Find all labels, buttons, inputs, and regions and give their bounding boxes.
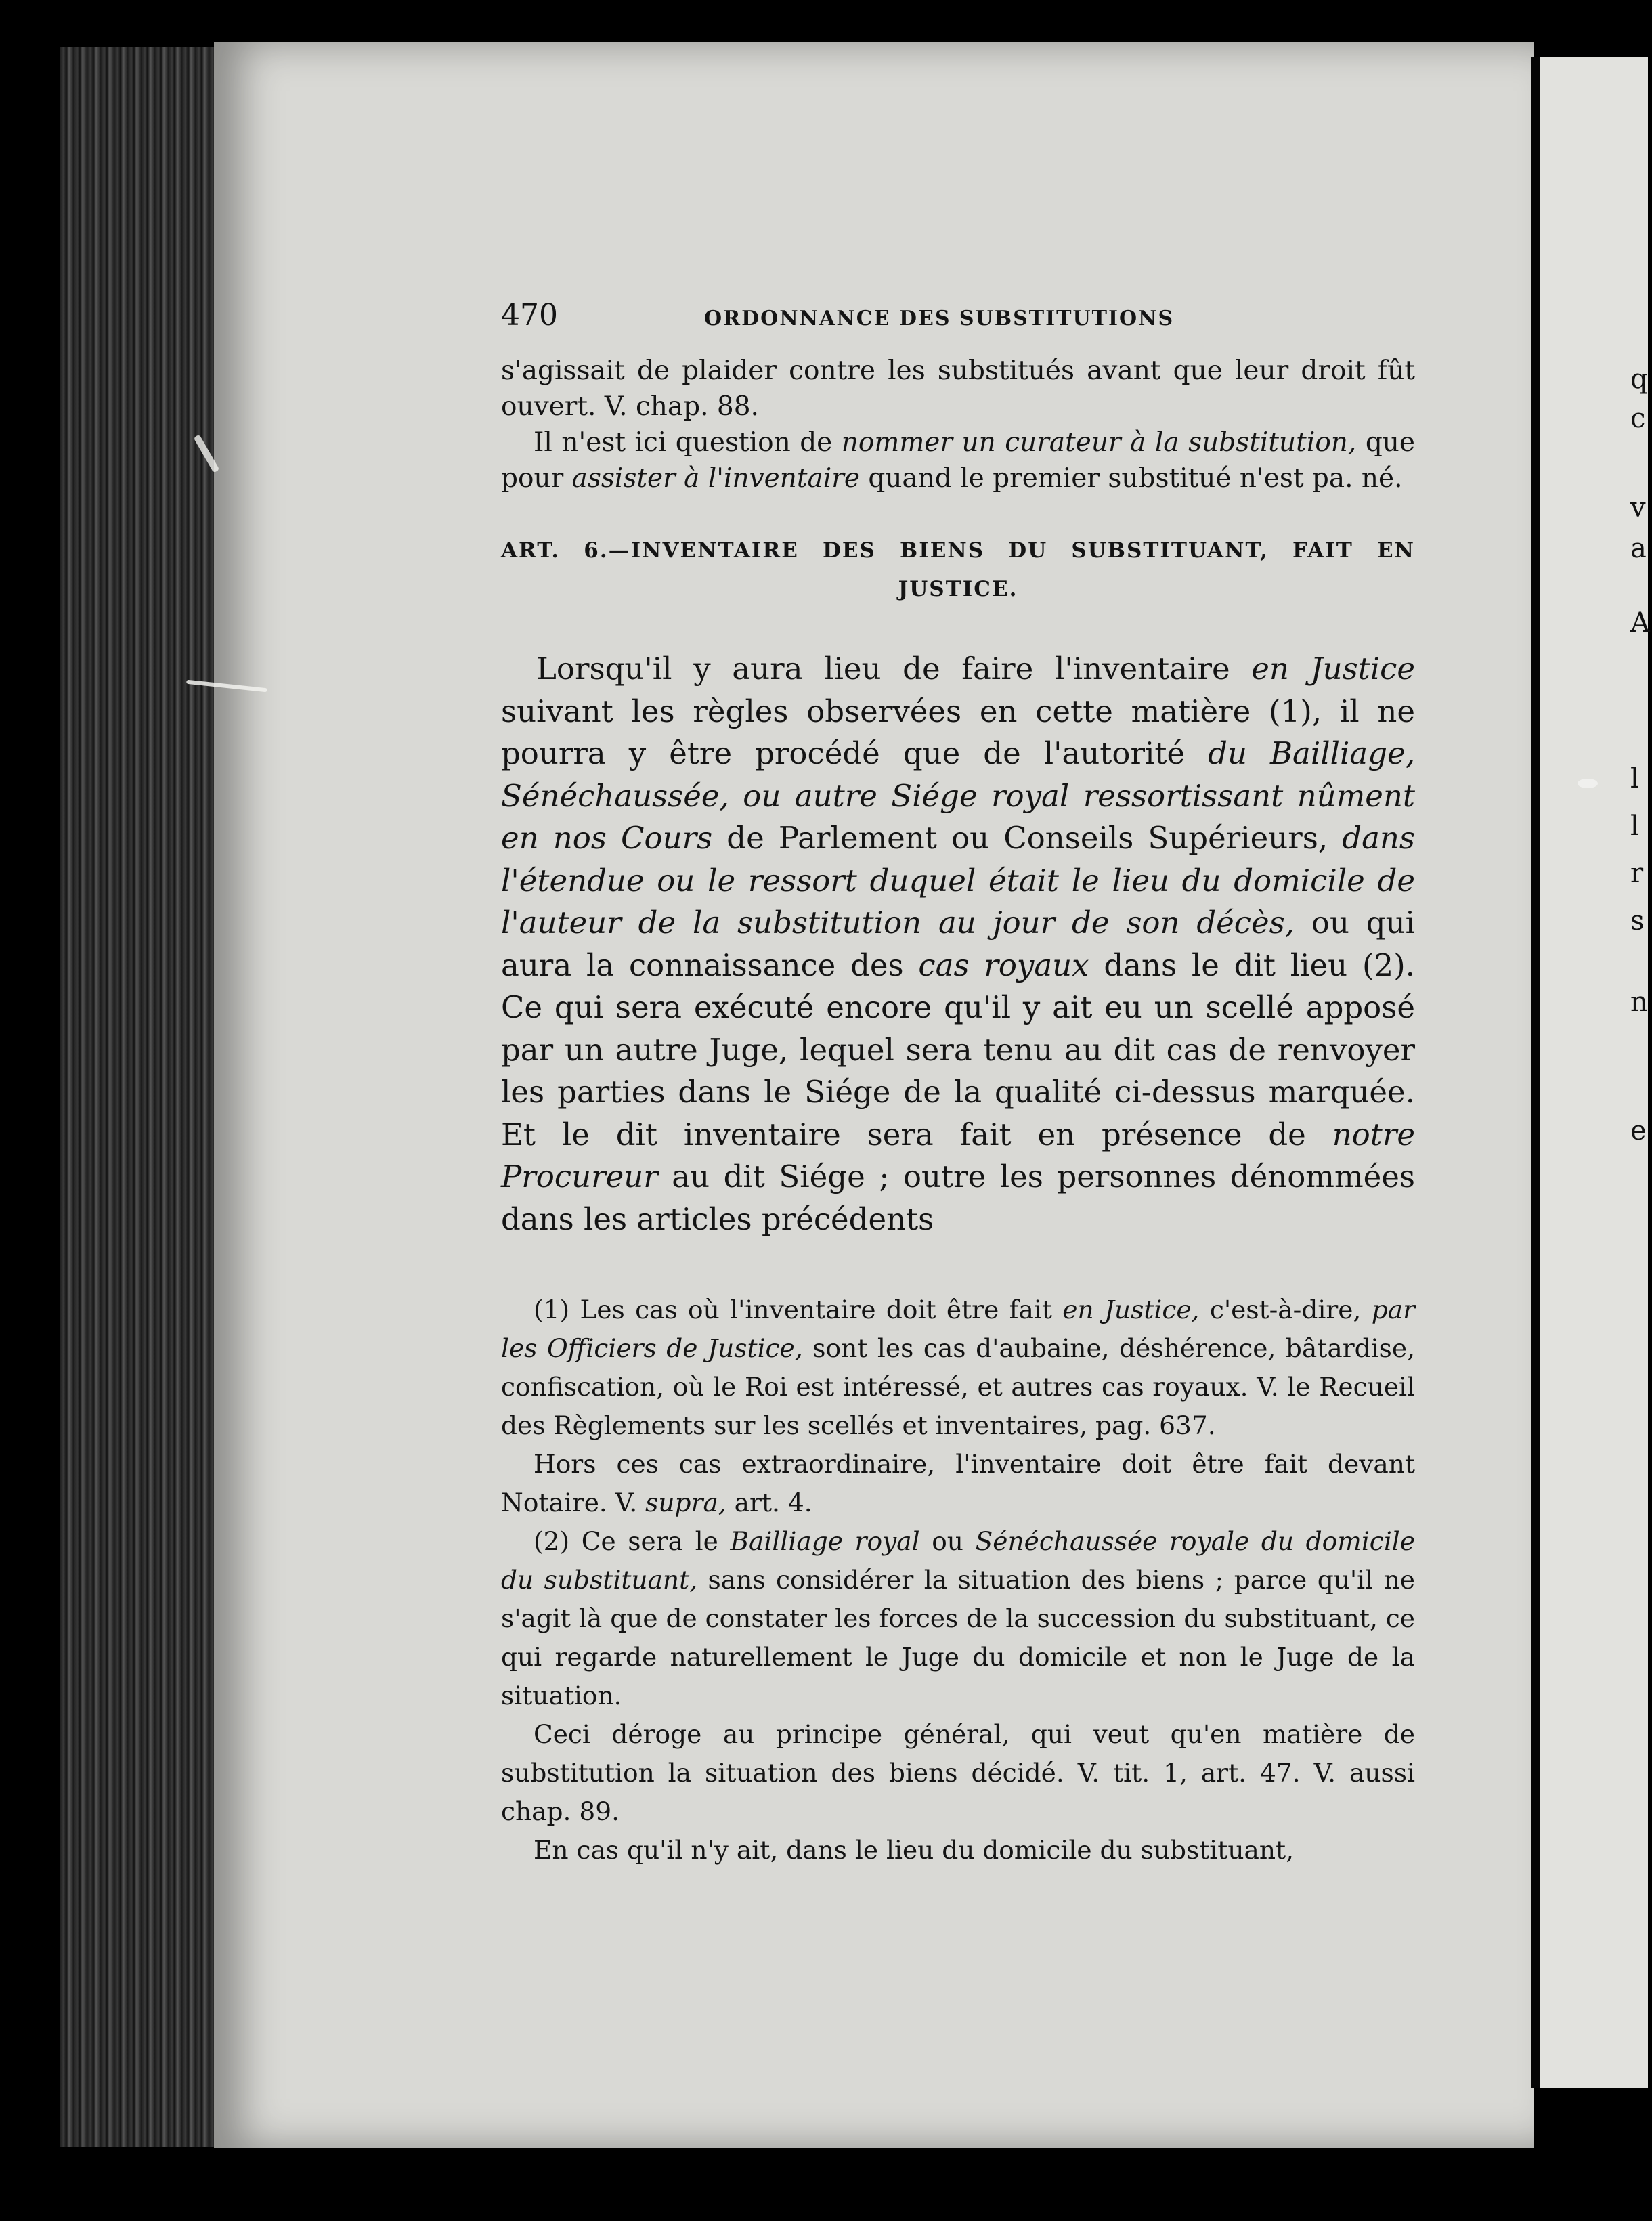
text-run: art. 4. <box>726 1488 812 1517</box>
italic-run: cas royaux <box>918 947 1089 983</box>
italic-run: supra, <box>645 1488 726 1517</box>
text-run: Lorsqu'il y aura lieu de faire l'inventaire <box>536 651 1252 687</box>
lead-text <box>501 353 1415 496</box>
facing-letter: a <box>1630 533 1647 564</box>
facing-page <box>1531 57 1648 2088</box>
text-run: de Parlement ou Conseils Supérieurs, <box>712 820 1343 856</box>
facing-letter: n <box>1630 987 1648 1018</box>
lead-paragraph: s'agissait de plaider contre les substitués avant que leur droit fût ouvert. V. chap. 88. <box>501 355 1415 422</box>
text-run: sont les cas d'aubaine, déshérence, bâtardise, confiscation, où le Roi est intéressé, et autres cas royaux. V. le Recueil des Règlements sur les scellés et inventaires, pag. 637. <box>501 1333 1415 1440</box>
facing-letter: r <box>1630 858 1644 889</box>
footnote: En cas qu'il n'y ait, dans le lieu du domicile du substituant, <box>534 1835 1295 1865</box>
text-run: (2) Ce sera le <box>534 1526 731 1556</box>
italic-run: Bailliage royal <box>730 1526 920 1556</box>
text-run: dans le dit lieu (2). Ce qui sera exécuté encore qu'il y ait eu un scellé apposé par un autre Juge, lequel sera tenu au dit cas de renvoyer les parties dans le Siége de la qualité ci-dessus marquée. Et le dit inventaire sera fait en présence de <box>501 947 1415 1152</box>
facing-letter: c <box>1630 403 1646 434</box>
facing-letter: v <box>1630 492 1646 523</box>
article-title: ART. 6.—INVENTAIRE DES BIENS DU SUBSTITUANT, FAIT EN JUSTICE. <box>501 538 1415 601</box>
scan-speck <box>1578 779 1598 788</box>
footnote: Ceci déroge au principe général, qui veut qu'en matière de substitution la situation des biens décidé. V. tit. 1, art. 47. V. aussi chap. 89. <box>501 1719 1415 1826</box>
facing-letter: e <box>1630 1115 1647 1146</box>
text-run: ou qui aura la connaissance des <box>501 905 1415 983</box>
page-text <box>501 298 1415 1870</box>
footnotes <box>501 1291 1415 1870</box>
text-run: que pour <box>501 427 1415 494</box>
facing-letter: l <box>1630 811 1639 842</box>
text-run: c'est-à-dire, <box>1199 1295 1372 1324</box>
italic-run: dans l'étendue ou le ressort duquel était le lieu du domicile de l'auteur de la substitution au jour de son décès, <box>501 820 1415 941</box>
facing-letter: s <box>1630 905 1645 936</box>
italic-run: en Justice <box>1251 651 1415 687</box>
article-paragraph <box>501 648 1415 1241</box>
text-run: sans considérer la situation des biens ; parce qu'il ne s'agit là que de constater les forces de la succession du substituant, ce qui regarde naturellement le Juge du domicile et non le Juge de la situation. <box>501 1565 1415 1710</box>
text-run: (1) Les cas où l'inventaire doit être fait <box>534 1295 1063 1324</box>
text-run: au dit Siége ; outre les personnes dénommées dans les articles précédents <box>501 1159 1415 1237</box>
footnote <box>501 1445 1415 1522</box>
text-run: Hors ces cas extraordinaire, l'inventaire doit être fait devant Notaire. V. <box>501 1449 1415 1517</box>
italic-run: notre Procureur <box>501 1116 1415 1194</box>
italic-run: par les Officiers de Justice, <box>501 1295 1415 1363</box>
lead-paragraph <box>501 425 1415 496</box>
text-run: quand le premier substitué n'est pa. né. <box>859 463 1403 494</box>
italic-run: en Justice, <box>1062 1295 1200 1324</box>
italic-run: assister à l'inventaire <box>571 463 860 494</box>
text-run: suivant les règles observées en cette matière (1), il ne pourra y être procédé que de l'autorité <box>501 693 1415 771</box>
facing-letter: l <box>1630 763 1639 794</box>
footnote <box>501 1291 1415 1445</box>
page-header <box>501 298 1415 332</box>
text-run: ou <box>919 1526 976 1556</box>
text-run: Il n'est ici question de <box>534 427 842 458</box>
footnote <box>501 1522 1415 1715</box>
italic-run: du Bailliage, Sénéchaussée, ou autre Siége royal ressortissant nûment en nos Cours <box>501 735 1415 856</box>
article-body <box>501 648 1415 1241</box>
italic-run: nommer un curateur à la substitution, <box>841 427 1357 458</box>
italic-run: Sénéchaussée royale du domicile du substituant, <box>501 1526 1415 1595</box>
page-number: 470 <box>501 298 558 332</box>
facing-letter: A <box>1630 607 1650 639</box>
facing-letter: q <box>1630 364 1648 395</box>
running-head: ORDONNANCE DES SUBSTITUTIONS <box>704 307 1175 330</box>
book-page-edges <box>60 47 215 2147</box>
